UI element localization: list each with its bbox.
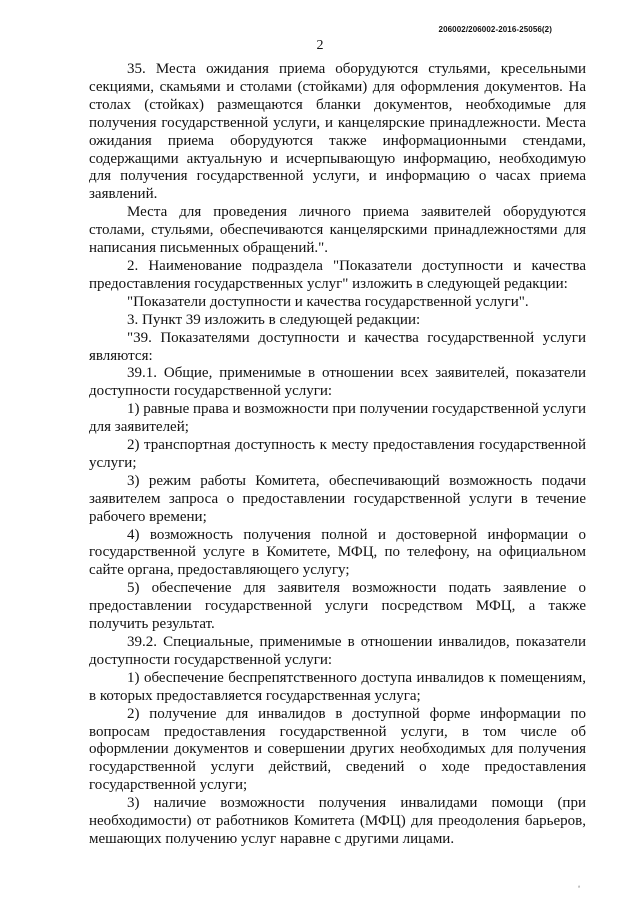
- paragraph-new-title: "Показатели доступности и качества государственной услуги".: [127, 293, 529, 310]
- paragraph-35: 35. Места ожидания приема оборудуются стульями, кресельными секциями, скамьями и столами (стойками) для оформления документов. На столах (стойках) размещаются бланки документов, необходимые для получения государственной услуги, и канцелярские принадлежности. Места ожидания приема оборудуются также информационными стендами, содержащими актуальную и исчерпывающую информацию, необходимую для получения государственной услуги, и информацию о часах приема заявлений.: [89, 61, 586, 203]
- list-item-general-4: 4) возможность получения полной и достоверной информации о государственной услуге в Комитете, МФЦ, по телефону, на официальном сайте органа, предоставляющего услугу;: [89, 526, 586, 579]
- list-item-general-2: 2) транспортная доступность к месту предоставления государственной услуги;: [89, 437, 586, 471]
- list-item-special-2: 2) получение для инвалидов в доступной форме информации по вопросам предоставления государственной услуги, в том числе об оформлении документов и совершении других необходимых для получения государственной услуги действий, сведений о ходе предоставления государственной услуги;: [89, 705, 586, 794]
- page-number: 2: [316, 38, 324, 53]
- list-item-special-3: 3) наличие возможности получения инвалидами помощи (при необходимости) от работников Комитета (МФЦ) для преодоления барьеров, мешающих получению услуг наравне с другими лицами.: [89, 795, 586, 847]
- paragraph-39-2: 39.2. Специальные, применимые в отношении инвалидов, показатели доступности государственной услуги:: [89, 634, 586, 668]
- list-item-general-5: 5) обеспечение для заявителя возможности подать заявление о предоставлении государственной услуги посредством МФЦ, а также получить результат.: [89, 580, 586, 633]
- paragraph-item-2: 2. Наименование подраздела "Показатели доступности и качества предоставления государственных услуг" изложить в следующей редакции:: [89, 257, 586, 292]
- paragraph-39-1: 39.1. Общие, применимые в отношении всех заявителей, показатели доступности государственной услуги:: [89, 365, 586, 400]
- paragraph-personal-reception: Места для проведения личного приема заявителей оборудуются столами, стульями, обеспечиваются канцелярскими принадлежностями для написания письменных обращений.".: [89, 204, 586, 257]
- paragraph-39: "39. Показателями доступности и качества государственной услуги являются:: [89, 329, 586, 364]
- document-body: [89, 61, 586, 849]
- document-id: 206002/206002-2016-25056(2): [438, 25, 552, 34]
- list-item-general-1: 1) равные права и возможности при получении государственной услуги для заявителей;: [89, 401, 586, 436]
- paragraph-item-3: 3. Пункт 39 изложить в следующей редакции:: [127, 311, 421, 328]
- list-item-general-3: 3) режим работы Комитета, обеспечивающий возможность подачи заявителем запроса о предоставлении государственной услуги в течение рабочего времени;: [89, 472, 586, 525]
- footer-mark: ₐ: [577, 880, 580, 889]
- list-item-special-1: 1) обеспечение беспрепятственного доступа инвалидов к помещениям, в которых предоставляется государственная услуга;: [89, 669, 586, 704]
